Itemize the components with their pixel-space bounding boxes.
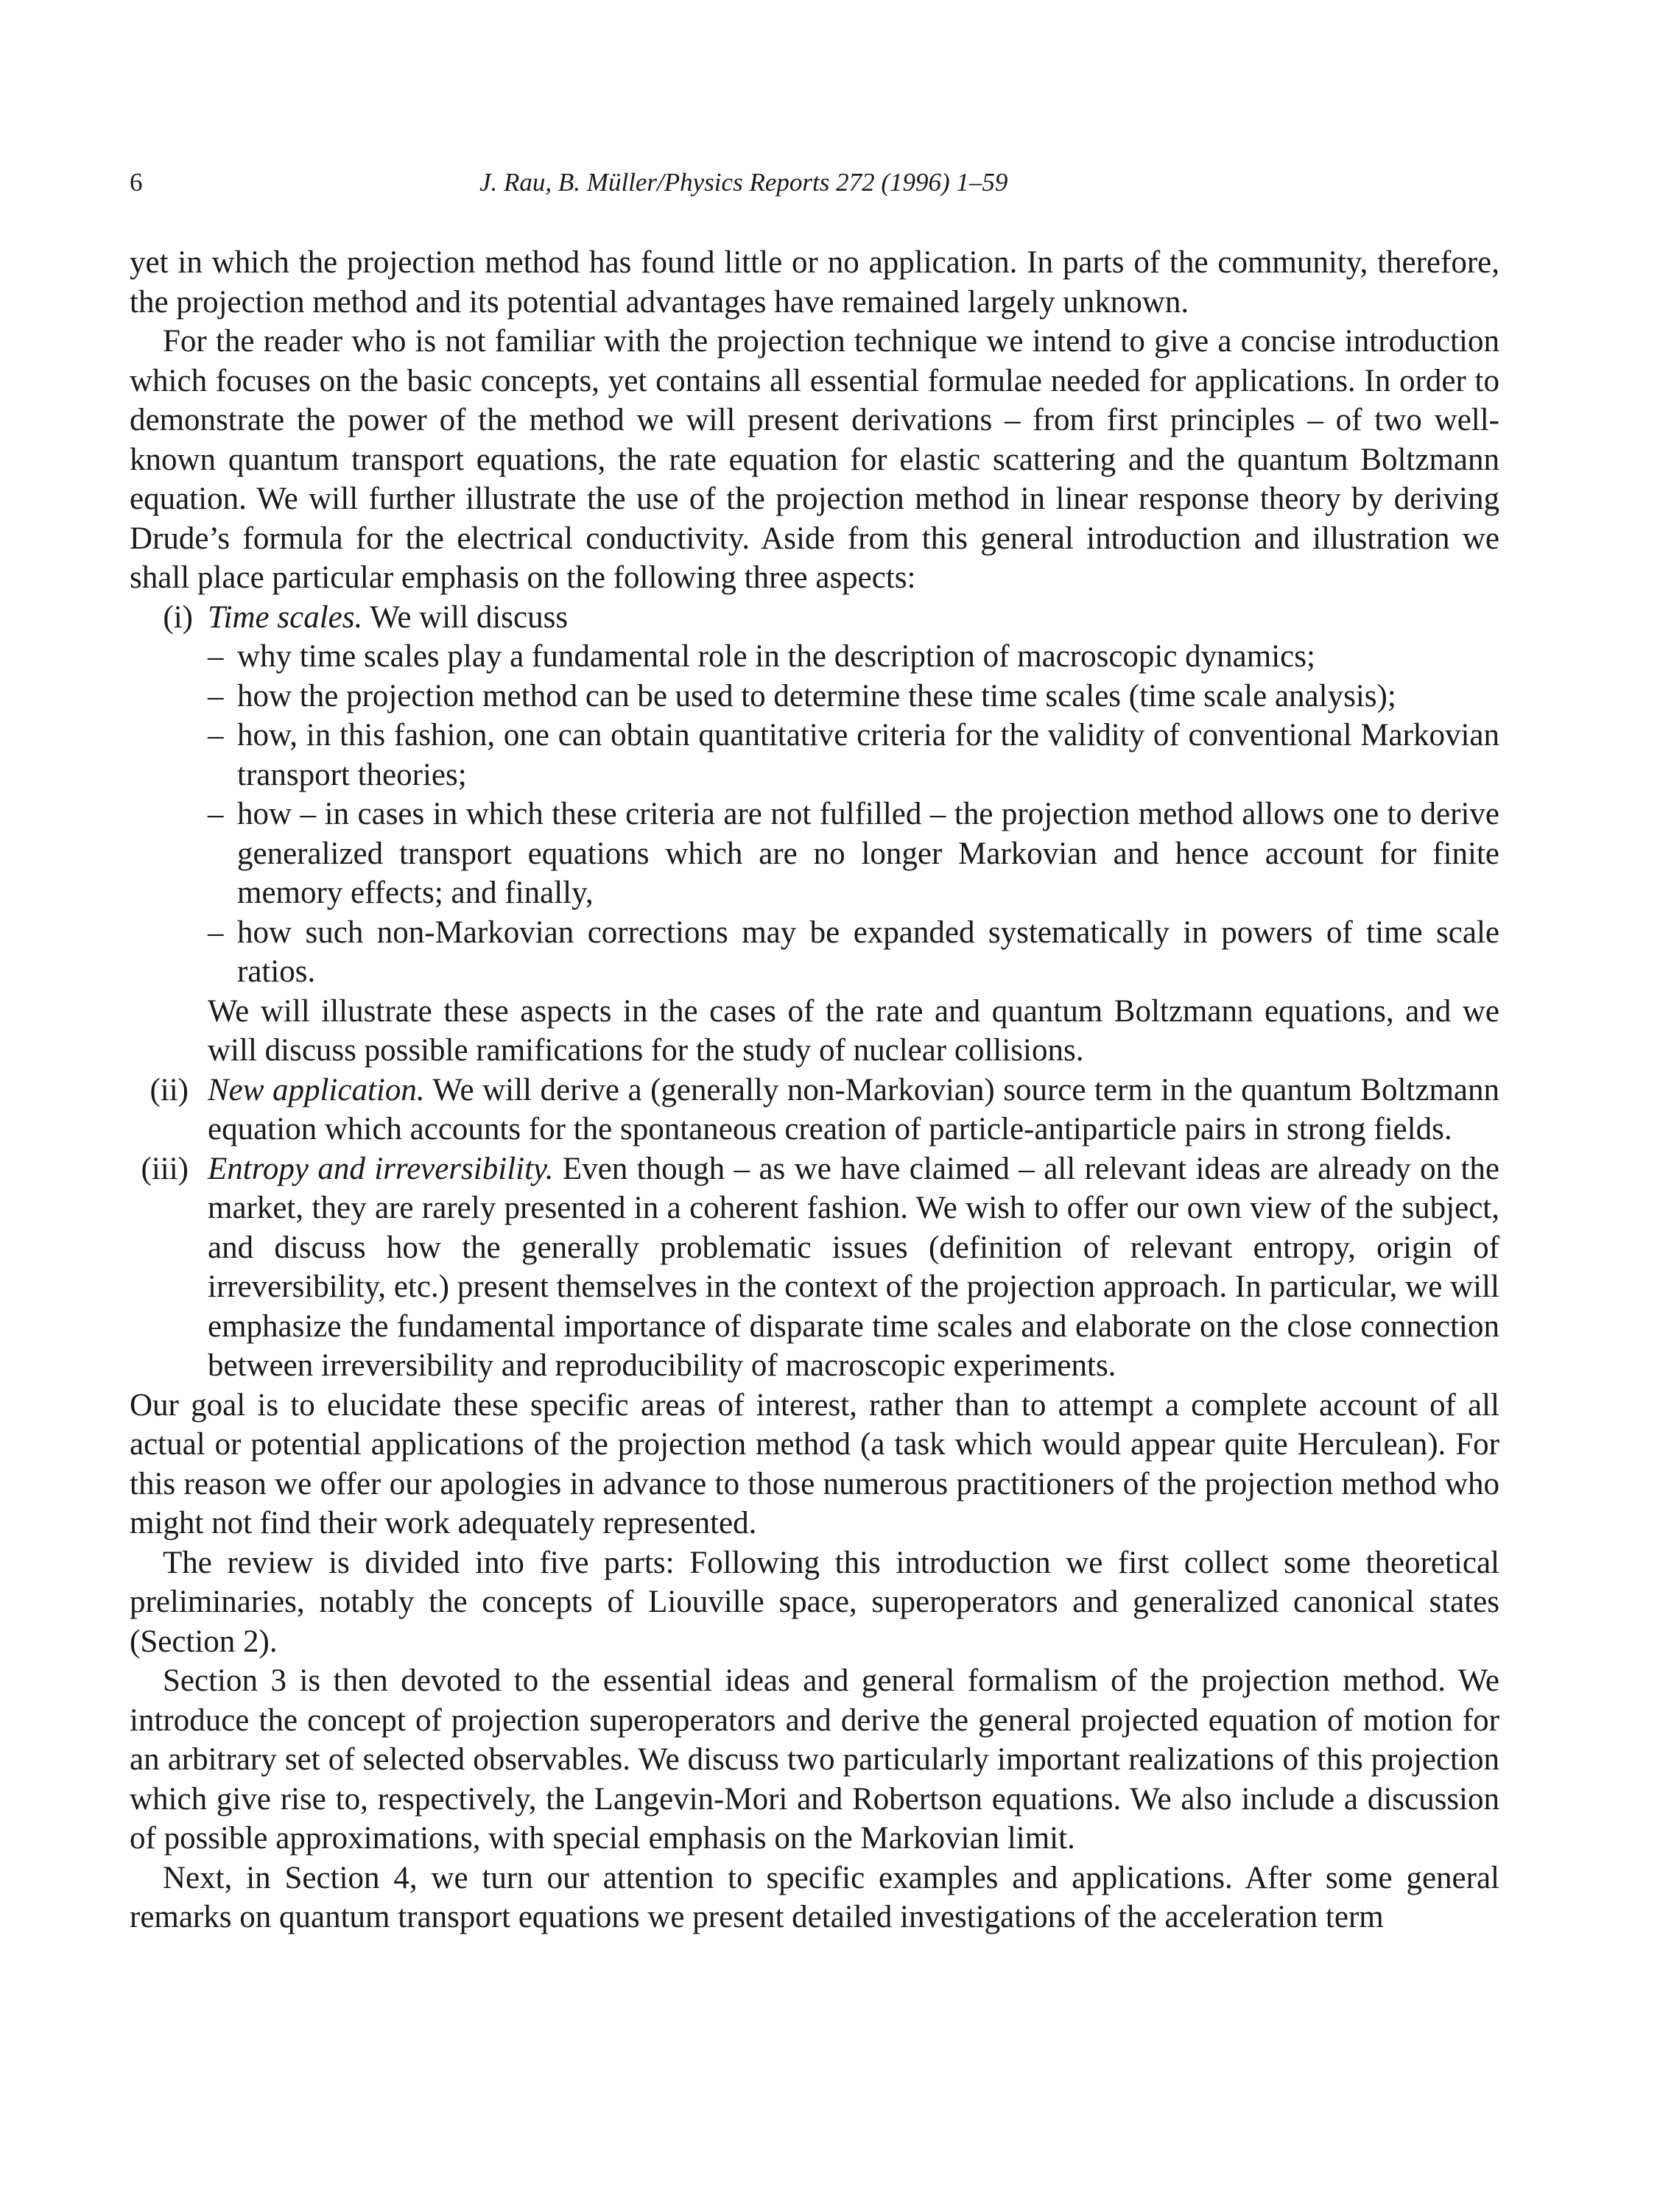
aspect-new-application bbox=[130, 1071, 1499, 1149]
list-item: – how such non-Markovian corrections may be expanded systematically in powers of time scale ratios. bbox=[208, 913, 1499, 992]
dash-bullet: – bbox=[208, 678, 224, 714]
paragraph-section-4: Next, in Section 4, we turn our attention to specific examples and applications. After some general remarks on quantum transport equations we present detailed investigations of the acceleration term bbox=[130, 1860, 1499, 1934]
aspect-i-title: Time scales. bbox=[208, 599, 363, 635]
aspect-i-intro bbox=[208, 598, 1499, 638]
aspect-iii-title: Entropy and irreversibility. bbox=[208, 1151, 554, 1186]
body-text bbox=[130, 243, 1499, 1937]
paragraph-outline: The review is divided into five parts: Following this introduction we first collect some theoretical preliminaries, notably the concepts of Liouville space, superoperators and generalized canonical states (Section 2). bbox=[130, 1545, 1499, 1659]
page-header bbox=[130, 168, 1499, 212]
list-item: – how – in cases in which these criteria are not fulfilled – the projection method allows one to derive generalized transport equations which are no longer Markovian and hence account for finite memory effects; and finally, bbox=[208, 795, 1499, 913]
aspect-i-closing: We will illustrate these aspects in the cases of the rate and quantum Boltzmann equations, and we will discuss possible ramifications for the study of nuclear collisions. bbox=[208, 993, 1499, 1068]
running-head: J. Rau, B. Müller/Physics Reports 272 (1996) 1–59 bbox=[479, 168, 1008, 197]
aspect-i-intro-text: We will discuss bbox=[370, 599, 569, 635]
aspect-label-i: (i) bbox=[163, 599, 193, 635]
dash-bullet: – bbox=[208, 639, 224, 674]
paragraph-continued: yet in which the projection method has found little or no application. In parts of the community, therefore, the projection method and its potential advantages have remained largely unknown. bbox=[130, 245, 1499, 320]
aspect-entropy bbox=[130, 1149, 1499, 1386]
aspect-ii-title: New application. bbox=[208, 1072, 425, 1107]
list-item: – why time scales play a fundamental role in the description of macroscopic dynamics; bbox=[208, 637, 1499, 677]
dash-bullet: – bbox=[208, 718, 224, 753]
aspect-label-iii: (iii) bbox=[141, 1151, 189, 1186]
dash-bullet: – bbox=[208, 797, 224, 831]
list-item: – how the projection method can be used to determine these time scales (time scale analysis); bbox=[208, 677, 1499, 716]
aspect-ii-text: New application. We will derive a (generally non-Markovian) source term in the quantum Boltzmann equation which accounts for the spontaneous creation of particle-antiparticle pairs in strong fields. bbox=[208, 1072, 1499, 1146]
aspect-i-list bbox=[208, 637, 1499, 992]
page-number: 6 bbox=[130, 168, 143, 197]
aspect-iii-text: Entropy and irreversibility. Even though – as we have claimed – all relevant ideas are already on the market, they are rarely presented in a coherent fashion. We wish to offer our own view of the subject, and discuss how the generally problematic issues (definition of relevant entropy, origin of irreversibility, etc.) present themselves in the context of the projection approach. In particular, we will emphasize the fundamental importance of disparate time scales and elaborate on the close connection between irreversibility and reproducibility of macroscopic experiments. bbox=[208, 1151, 1500, 1383]
paragraph-intro: For the reader who is not familiar with the projection technique we intend to give a concise introduction which focuses on the basic concepts, yet contains all essential formulae needed for applications. In order to demonstrate the power of the method we will present derivations – from first principles – of two well-known quantum transport equations, the rate equation for elastic scattering and the quantum Boltzmann equation. We will further illustrate the use of the projection method in linear response theory by deriving Drude’s formula for the electrical conductivity. Aside from this general introduction and illustration we shall place particular emphasis on the following three aspects: bbox=[130, 324, 1499, 595]
aspect-label-ii: (ii) bbox=[150, 1072, 189, 1107]
paragraph-goal: Our goal is to elucidate these specific areas of interest, rather than to attempt a complete account of all actual or potential applications of the projection method (a task which would appear quite Herculean). For this reason we offer our apologies in advance to those numerous practitioners of the projection method who might not find their work adequately represented. bbox=[130, 1387, 1499, 1540]
aspect-time-scales bbox=[130, 598, 1499, 1071]
paragraph-section-3: Section 3 is then devoted to the essential ideas and general formalism of the projection method. We introduce the concept of projection superoperators and derive the general projected equation of motion for an arbitrary set of selected observables. We discuss two particularly important realizations of this projection which give rise to, respectively, the Langevin-Mori and Robertson equations. We also include a discussion of possible approximations, with special emphasis on the Markovian limit. bbox=[130, 1663, 1499, 1856]
list-item: – how, in this fashion, one can obtain quantitative criteria for the validity of conventional Markovian transport theories; bbox=[208, 716, 1499, 795]
paper-page bbox=[130, 168, 1499, 1937]
dash-bullet: – bbox=[208, 915, 224, 950]
